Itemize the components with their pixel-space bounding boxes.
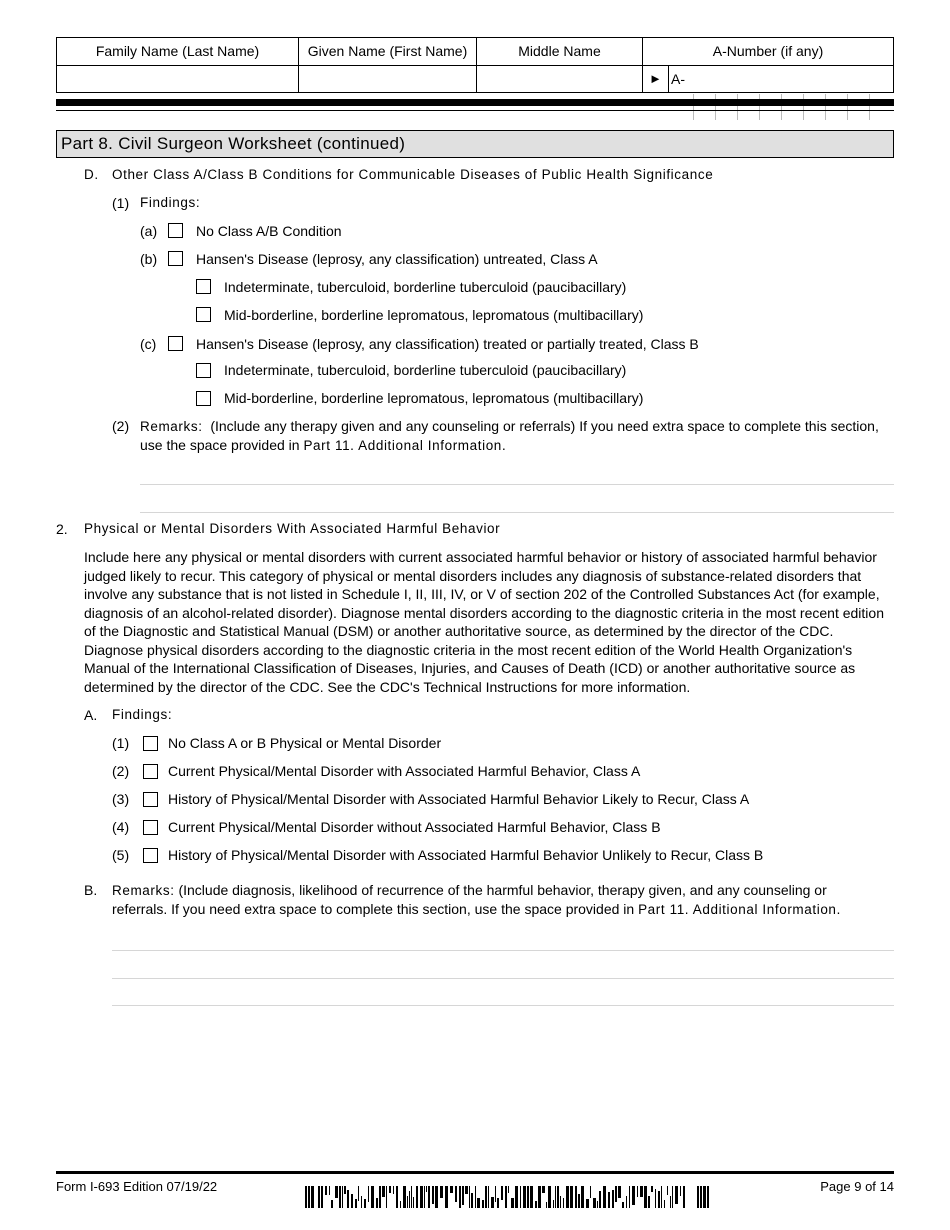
a-number-input[interactable] <box>693 66 893 92</box>
s2-remarks-text-2b: . <box>836 901 841 917</box>
d-remarks-line-2 <box>140 437 506 453</box>
d-item-b1-text: Indeterminate, tuberculoid, borderline tuberculoid (paucibacillary) <box>224 279 627 295</box>
s2-item-1-num: (1) <box>112 735 130 751</box>
a-number-prefix: A- <box>671 71 685 87</box>
d-item-c2-text: Mid-borderline, borderline lepromatous, lepromatous (multibacillary) <box>224 390 644 406</box>
s2-item-2-text: Current Physical/Mental Disorder with Associated Harmful Behavior, Class A <box>168 763 641 779</box>
current-without-harmful-class-b-checkbox[interactable] <box>143 820 158 835</box>
section-d-label: D. <box>84 167 99 182</box>
hansens-treated-checkbox[interactable] <box>168 336 183 351</box>
d-item-a-text: No Class A/B Condition <box>196 223 342 239</box>
s2-remarks-text-2a: referrals. If you need extra space to complete this section, use the space provided in <box>112 901 635 917</box>
d-remarks-field-line-2[interactable] <box>140 512 894 513</box>
d-item-a-letter: (a) <box>140 223 158 239</box>
d-findings-label: Findings: <box>140 195 201 210</box>
d-remarks-label: Remarks: <box>140 419 203 434</box>
s2-remarks-field-line-1[interactable] <box>112 950 894 951</box>
family-name-input[interactable] <box>59 67 297 91</box>
s2-remarks-letter: B. <box>84 882 98 898</box>
s2-remarks-ref: Part 11. Additional Information <box>638 902 837 917</box>
d-item-b2-text: Mid-borderline, borderline lepromatous, lepromatous (multibacillary) <box>224 307 644 323</box>
s2-item-5-num: (5) <box>112 847 130 863</box>
no-class-ab-checkbox[interactable] <box>168 223 183 238</box>
s2-remarks-line-2 <box>112 901 840 917</box>
given-name-header: Given Name (First Name) <box>307 43 468 59</box>
s2-remarks-line-1 <box>112 882 827 898</box>
d-remarks-text-1: (Include any therapy given and any counseling or referrals) If you need extra space to complete this section, <box>210 418 879 434</box>
s2-item-5-text: History of Physical/Mental Disorder with Associated Harmful Behavior Unlikely to Recur, Class B <box>168 847 764 863</box>
history-harmful-unlikely-class-b-checkbox[interactable] <box>143 848 158 863</box>
no-class-ab-disorder-checkbox[interactable] <box>143 736 158 751</box>
s2-findings-label: Findings: <box>112 707 173 722</box>
s2-findings-letter: A. <box>84 707 98 723</box>
given-name-input[interactable] <box>301 67 475 91</box>
s2-item-1-text: No Class A or B Physical or Mental Disorder <box>168 735 442 751</box>
d-remarks-line-1 <box>140 418 879 434</box>
c-paucibacillary-checkbox[interactable] <box>196 363 211 378</box>
section-2-title: Physical or Mental Disorders With Associated Harmful Behavior <box>84 521 501 536</box>
b-paucibacillary-checkbox[interactable] <box>196 279 211 294</box>
d-item-b-text: Hansen's Disease (leprosy, any classification) untreated, Class A <box>196 251 598 267</box>
b-multibacillary-checkbox[interactable] <box>196 307 211 322</box>
s2-remarks-label: Remarks: <box>112 883 175 898</box>
a-number-divider <box>668 66 669 92</box>
d-item-c1-text: Indeterminate, tuberculoid, borderline tuberculoid (paucibacillary) <box>224 362 627 378</box>
s2-item-4-num: (4) <box>112 819 130 835</box>
hansens-untreated-checkbox[interactable] <box>168 251 183 266</box>
section-2-num: 2. <box>56 521 68 537</box>
d-remarks-text-2a: use the space provided in <box>140 437 300 453</box>
middle-name-input[interactable] <box>479 67 641 91</box>
section-2-paragraph: Include here any physical or mental disorders with current associated harmful behavior or history of associated harmful behavior judged likely to recur. This category of physical or mental disorders includes any diagnosis of substance-related disorders that involve any substance that is not listed in Schedule I, II, III, IV, or V of section 202 of the Controlled Substances Act (for example, diagnosis of an alcohol-related disorder). Diagnose mental disorders according to the diagnostic criteria in the most recent edition of the Diagnostic and Statistical Manual (DSM) or another authoritative source, as determined by the director of the CDC. Diagnose physical disorders according to the diagnostic criteria in the most recent edition of the World Health Organization's Manual of the International Classification of Diseases, Injuries, and Causes of Death (ICD) or another authoritative source as determined by the director of the CDC. See the CDC's Technical Instructions for more information. <box>84 549 884 695</box>
page-number: Page 9 of 14 <box>820 1179 894 1194</box>
history-harmful-likely-class-a-checkbox[interactable] <box>143 792 158 807</box>
current-harmful-class-a-checkbox[interactable] <box>143 764 158 779</box>
d-item-c-letter: (c) <box>140 336 157 352</box>
c-multibacillary-checkbox[interactable] <box>196 391 211 406</box>
d-remarks-text-2b: . <box>501 437 506 453</box>
section-d-title: Other Class A/Class B Conditions for Communicable Diseases of Public Health Significance <box>112 167 714 182</box>
s2-remarks-text-1: (Include diagnosis, likelihood of recurrence of the harmful behavior, therapy given, and any counseling or <box>178 882 827 898</box>
header-thick-rule <box>56 99 894 106</box>
s2-item-3-text: History of Physical/Mental Disorder with Associated Harmful Behavior Likely to Recur, Class A <box>168 791 750 807</box>
d-findings-num: (1) <box>112 195 130 211</box>
s2-remarks-field-line-3[interactable] <box>112 1005 894 1006</box>
d-remarks-ref: Part 11. Additional Information <box>303 438 502 453</box>
s2-item-4-text: Current Physical/Mental Disorder without Associated Harmful Behavior, Class B <box>168 819 661 835</box>
a-number-column <box>643 38 893 65</box>
family-name-header: Family Name (Last Name) <box>95 43 260 59</box>
barcode-icon <box>305 1186 713 1208</box>
d-item-c-text: Hansen's Disease (leprosy, any classification) treated or partially treated, Class B <box>196 336 699 352</box>
d-item-b-letter: (b) <box>140 251 158 267</box>
footer-rule <box>56 1171 894 1174</box>
s2-item-3-num: (3) <box>112 791 130 807</box>
applicant-name-table <box>56 37 894 93</box>
form-edition: Form I-693 Edition 07/19/22 <box>56 1179 218 1194</box>
header-thin-rule <box>56 110 894 111</box>
d-remarks-field-line-1[interactable] <box>140 484 894 485</box>
s2-item-2-num: (2) <box>112 763 130 779</box>
arrow-icon: ► <box>649 71 662 86</box>
d-remarks-num: (2) <box>112 418 130 434</box>
part-8-header: Part 8. Civil Surgeon Worksheet (continued) <box>56 130 894 158</box>
s2-remarks-field-line-2[interactable] <box>112 978 894 979</box>
middle-name-header: Middle Name <box>518 43 601 59</box>
a-number-header: A-Number (if any) <box>712 43 824 59</box>
